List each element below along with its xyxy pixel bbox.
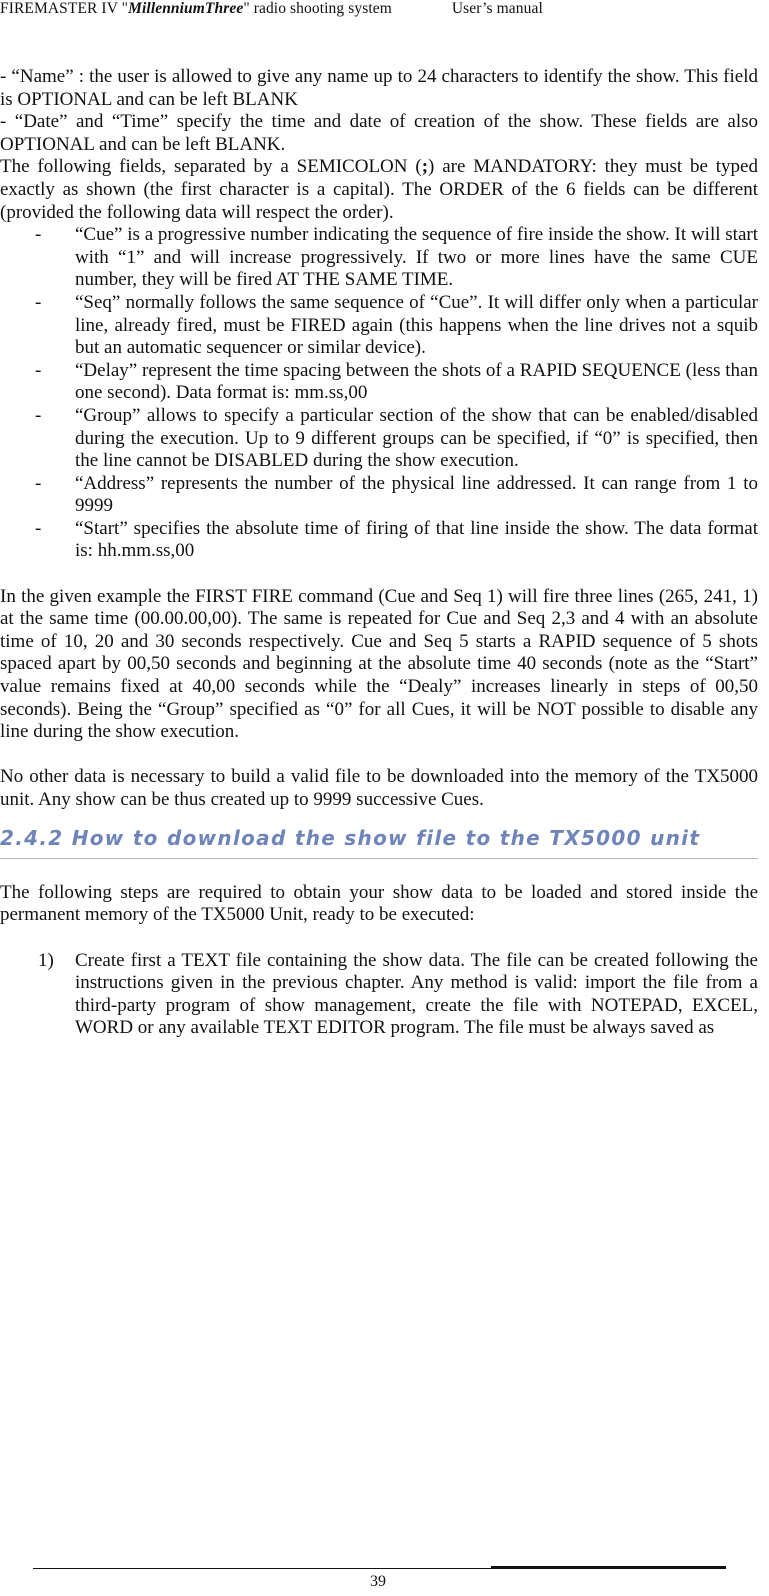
list-bullet: - bbox=[35, 472, 42, 494]
list-item bbox=[0, 473, 758, 518]
list-item-text: “Cue” is a progressive number indicating the sequence of fire inside the show. It will start with “1” and will increase progressively. If two or more lines have the same CUE number, they will be fired AT THE SAME TIME. bbox=[75, 224, 758, 291]
no-other-data-paragraph: No other data is necessary to build a valid file to be downloaded into the memory of the TX5000 unit. Any show can be thus created up to 9999 successive Cues. bbox=[0, 766, 758, 810]
page-number: 39 bbox=[370, 1573, 386, 1590]
spacer bbox=[0, 563, 758, 586]
list-item bbox=[0, 292, 758, 360]
date-time-field-paragraph: - “Date” and “Time” specify the time and date of creation of the show. These fields are also OPTIONAL and can be left BLANK. bbox=[0, 111, 758, 155]
fields-list bbox=[0, 224, 758, 563]
spacer bbox=[0, 744, 758, 767]
header-brand: MillenniumThree bbox=[128, 0, 244, 17]
list-bullet: - bbox=[35, 359, 42, 381]
page-body bbox=[0, 66, 758, 1040]
semicolon-symbol: ; bbox=[421, 156, 429, 178]
numbered-step bbox=[0, 950, 758, 1040]
mandatory-fields-paragraph bbox=[0, 156, 758, 224]
list-bullet: - bbox=[35, 291, 42, 313]
list-item-text: “Seq” normally follows the same sequence of “Cue”. It will differ only when a particular line, already fired, must be FIRED again (this happens when the line drives not a squib but an automatic sequencer or similar device). bbox=[75, 291, 758, 359]
list-item-text: “Group” allows to specify a particular section of the show that can be enabled/disabled during the execution. Up to 9 different groups can be specified, if “0” is specified, then the line cannot be DISABLED during the show execution. bbox=[75, 404, 758, 472]
list-item bbox=[0, 360, 758, 405]
footer-rule-thick bbox=[491, 1566, 726, 1569]
step-number: 1) bbox=[38, 949, 54, 971]
steps-intro-paragraph: The following steps are required to obtain your show data to be loaded and stored inside the permanent memory of the TX5000 Unit, ready to be executed: bbox=[0, 881, 758, 926]
list-item-text: “Delay” represent the time spacing between the shots of a RAPID SEQUENCE (less than one second). Data format is: mm.ss,00 bbox=[75, 359, 758, 404]
footer-rule bbox=[33, 1568, 491, 1569]
page-header bbox=[0, 0, 543, 18]
list-bullet: - bbox=[35, 517, 42, 539]
section-heading: 2.4.2 How to download the show file to the TX5000 unit bbox=[0, 827, 758, 860]
list-bullet: - bbox=[35, 224, 42, 246]
steps-list bbox=[0, 950, 758, 1040]
list-item bbox=[0, 405, 758, 473]
spacer bbox=[0, 927, 758, 950]
list-bullet: - bbox=[35, 404, 42, 426]
header-manual-label: User’s manual bbox=[451, 0, 543, 17]
mandatory-intro-start: The following fields, separated by a SEMICOLON ( bbox=[0, 156, 422, 178]
list-item-text: “Address” represents the number of the physical line addressed. It can range from 1 to 9999 bbox=[75, 472, 758, 517]
header-suffix: " radio shooting system bbox=[243, 0, 392, 17]
name-field-paragraph: - “Name” : the user is allowed to give any name up to 24 characters to identify the show. This field is OPTIONAL and can be left BLANK bbox=[0, 66, 758, 110]
mandatory-intro-end: ) are MANDATORY: they must be typed exactly as shown (the first character is a capital). The ORDER of the 6 fields can be different (provided the following data will respect the order). bbox=[0, 156, 758, 223]
list-item-text: “Start” specifies the absolute time of firing of that line inside the show. The data format is: hh.mm.ss,00 bbox=[75, 517, 758, 562]
list-item bbox=[0, 224, 758, 292]
header-prefix: FIREMASTER IV " bbox=[0, 0, 129, 17]
spacer bbox=[0, 859, 758, 882]
list-item bbox=[0, 518, 758, 563]
step-text: Create first a TEXT file containing the show data. The file can be created following the instructions given in the previous chapter. Any method is valid: import the file from a third-party program of show management, create the file with NOTEPAD, EXCEL, WORD or any available TEXT EDITOR program. The file must be always saved as bbox=[75, 949, 758, 1039]
example-explanation-paragraph: In the given example the FIRST FIRE command (Cue and Seq 1) will fire three lines (265, 241, 1) at the same time (00.00.00,00). The same is repeated for Cue and Seq 2,3 and 4 with an absolute time of 10, 20 and 30 seconds respectively. Cue and Seq 5 starts a RAPID sequence of 5 shots spaced apart by 00,50 seconds and beginning at the absolute time 40 seconds (note as the “Start” value remains fixed at 40,00 seconds while the “Dealy” increases linearly in steps of 00,50 seconds). Being the “Group” specified as “0” for all Cues, it will be NOT possible to disable any line during the show execution. bbox=[0, 585, 758, 743]
